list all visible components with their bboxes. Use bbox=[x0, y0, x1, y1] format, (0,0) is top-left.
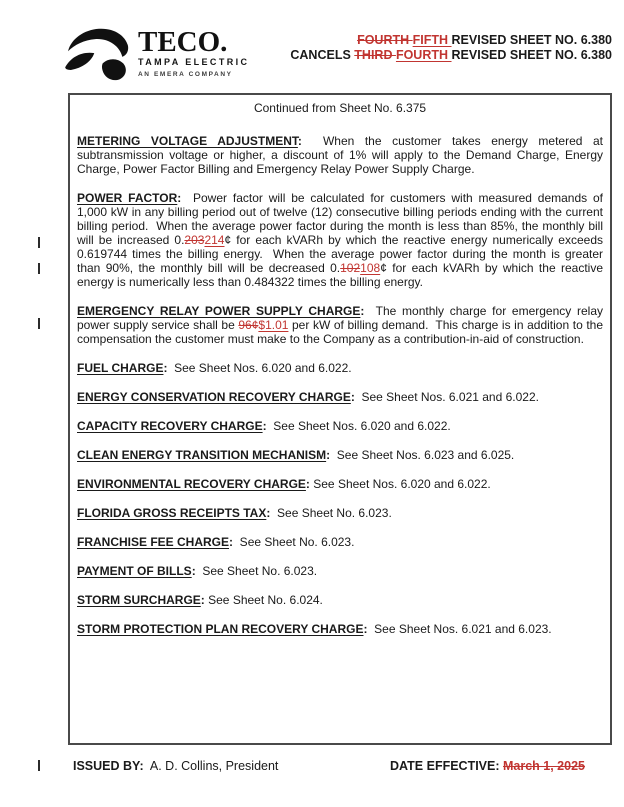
date-effective-line bbox=[390, 759, 585, 774]
text-run: See Sheet No. 6.023. bbox=[195, 564, 318, 578]
text-run: 102 bbox=[340, 261, 361, 275]
text-run: : bbox=[177, 191, 182, 205]
text-run: March 1, 2025 bbox=[503, 759, 585, 773]
text-run: The monthly charge for emergency relay power supply service shall be bbox=[77, 304, 604, 332]
text-run: per kW of billing demand. This charge is in addition to the compensation the customer must make to the Company as a contribution-in-aid of construction. bbox=[77, 318, 604, 346]
text-run: THIRD bbox=[354, 48, 396, 62]
document-paragraphs bbox=[77, 101, 603, 636]
text-run: 96¢ bbox=[238, 318, 259, 332]
storm-surcharge-line bbox=[77, 593, 603, 607]
text-run: FRANCHISE FEE CHARGE bbox=[77, 535, 230, 549]
payment-of-bills-line bbox=[77, 564, 603, 578]
text-run: See Sheet Nos. 6.021 and 6.022. bbox=[354, 390, 539, 404]
issued-by-line bbox=[73, 759, 278, 774]
text-run: : bbox=[305, 477, 310, 491]
text-run: REVISED SHEET NO. 6.380 bbox=[451, 48, 612, 62]
text-run: See Sheet No. 6.023. bbox=[233, 535, 355, 549]
storm-protection-line bbox=[77, 622, 603, 636]
franchise-fee-line bbox=[77, 535, 603, 549]
logo-tampa-electric: TAMPA ELECTRIC bbox=[138, 57, 250, 67]
logo-emera-company: AN EMERA COMPANY bbox=[138, 71, 233, 78]
text-run: 203 bbox=[184, 233, 205, 247]
text-run: STORM SURCHARGE bbox=[77, 593, 201, 607]
capacity-recovery-line bbox=[77, 419, 603, 433]
text-run: CANCELS bbox=[290, 48, 355, 62]
text-run: REVISED SHEET NO. 6.380 bbox=[451, 33, 612, 47]
revision-change-bar bbox=[38, 237, 40, 248]
fuel-charge-line bbox=[77, 361, 603, 375]
environmental-recovery-line bbox=[77, 477, 603, 491]
continued-from-line bbox=[77, 101, 603, 115]
clean-energy-transition-line bbox=[77, 448, 603, 462]
text-run: : bbox=[350, 390, 355, 404]
text-run: When the customer takes energy metered at subtransmission voltage or higher, a discount of 1% will apply to the Demand Charge, Energy Charge, Power Factor Billing and Emergency Relay Power Supply Charge. bbox=[77, 134, 604, 176]
text-run: : bbox=[139, 759, 144, 773]
text-run: CAPACITY RECOVERY CHARGE bbox=[77, 419, 263, 433]
text-run: : bbox=[326, 448, 331, 462]
text-run: FOURTH bbox=[395, 48, 452, 62]
text-run: A. D. Collins, President bbox=[143, 759, 279, 773]
text-run: FOURTH bbox=[357, 33, 413, 47]
text-run: EMERGENCY RELAY POWER SUPPLY CHARGE bbox=[77, 304, 361, 318]
text-run: See Sheet No. 6.023. bbox=[270, 506, 392, 520]
logo-text bbox=[138, 26, 249, 78]
teco-logo bbox=[63, 26, 249, 84]
text-run: : bbox=[297, 134, 302, 148]
teco-emblem-icon bbox=[63, 26, 133, 84]
text-run: See Sheet Nos. 6.020 and 6.022. bbox=[266, 419, 451, 433]
document-box bbox=[68, 93, 612, 745]
sheet-revision-lines bbox=[290, 26, 612, 63]
text-run: ¢ for each kVARh by which the reactive energy numerically exceeds 0.619744 times the billing energy. When the average power factor during the month is greater than 90%, the monthly bill will be decreased 0. bbox=[77, 233, 603, 275]
text-run: METERING VOLTAGE ADJUSTMENT bbox=[77, 134, 298, 148]
text-run: : bbox=[200, 593, 205, 607]
text-run: $1.01 bbox=[258, 318, 289, 332]
text-run: FLORIDA GROSS RECEIPTS TAX bbox=[77, 506, 267, 520]
revised-sheet-line bbox=[290, 33, 612, 48]
energy-conservation-line bbox=[77, 390, 603, 404]
text-run: ¢ for each kVARh by which the reactive energy is numerically less than 0.484322 times the billing energy. bbox=[77, 261, 604, 289]
text-run: DATE EFFECTIVE: bbox=[390, 759, 503, 773]
power-factor-paragraph bbox=[77, 191, 603, 289]
text-run: FUEL CHARGE bbox=[77, 361, 164, 375]
florida-gross-receipts-line bbox=[77, 506, 603, 520]
cancels-sheet-line bbox=[290, 48, 612, 63]
text-run: Continued from Sheet No. 6.375 bbox=[253, 101, 427, 115]
text-run: 214 bbox=[204, 233, 225, 247]
text-run: See Sheet No. 6.024. bbox=[204, 593, 323, 607]
text-run: POWER FACTOR bbox=[77, 191, 178, 205]
text-run: FIFTH bbox=[412, 33, 452, 47]
text-run: See Sheet Nos. 6.020 and 6.022. bbox=[167, 361, 352, 375]
text-run: Power factor will be calculated for customers with measured demands of 1,000 kW in any billing period out of twelve (12) consecutive billing periods ending with the current billing period. When the average power factor during the month is less than 85%, the monthly bill will be increased 0. bbox=[77, 191, 603, 247]
text-run: : bbox=[360, 304, 365, 318]
text-run: ISSUED BY bbox=[73, 759, 140, 773]
text-run: : bbox=[163, 361, 168, 375]
revision-change-bar bbox=[38, 760, 40, 771]
page-footer bbox=[73, 759, 585, 774]
metering-voltage-adjustment-paragraph bbox=[77, 134, 603, 176]
text-run: : bbox=[229, 535, 234, 549]
text-run: PAYMENT OF BILLS bbox=[77, 564, 192, 578]
page-header bbox=[63, 26, 612, 84]
text-run: : bbox=[266, 506, 271, 520]
logo-wordmark: TECO. bbox=[138, 26, 228, 58]
text-run: CLEAN ENERGY TRANSITION MECHANISM bbox=[77, 448, 327, 462]
emergency-relay-paragraph bbox=[77, 304, 603, 346]
text-run: : bbox=[262, 419, 267, 433]
text-run: ENERGY CONSERVATION RECOVERY CHARGE bbox=[77, 390, 351, 404]
text-run: 108 bbox=[360, 261, 381, 275]
text-run: See Sheet Nos. 6.021 and 6.023. bbox=[367, 622, 552, 636]
revision-change-bar bbox=[38, 263, 40, 274]
text-run: : bbox=[363, 622, 368, 636]
text-run: See Sheet Nos. 6.020 and 6.022. bbox=[309, 477, 491, 491]
text-run: See Sheet Nos. 6.023 and 6.025. bbox=[330, 448, 515, 462]
text-run: : bbox=[191, 564, 196, 578]
text-run: STORM PROTECTION PLAN RECOVERY CHARGE bbox=[77, 622, 364, 636]
text-run: ENVIRONMENTAL RECOVERY CHARGE bbox=[77, 477, 306, 491]
revision-change-bar bbox=[38, 318, 40, 329]
